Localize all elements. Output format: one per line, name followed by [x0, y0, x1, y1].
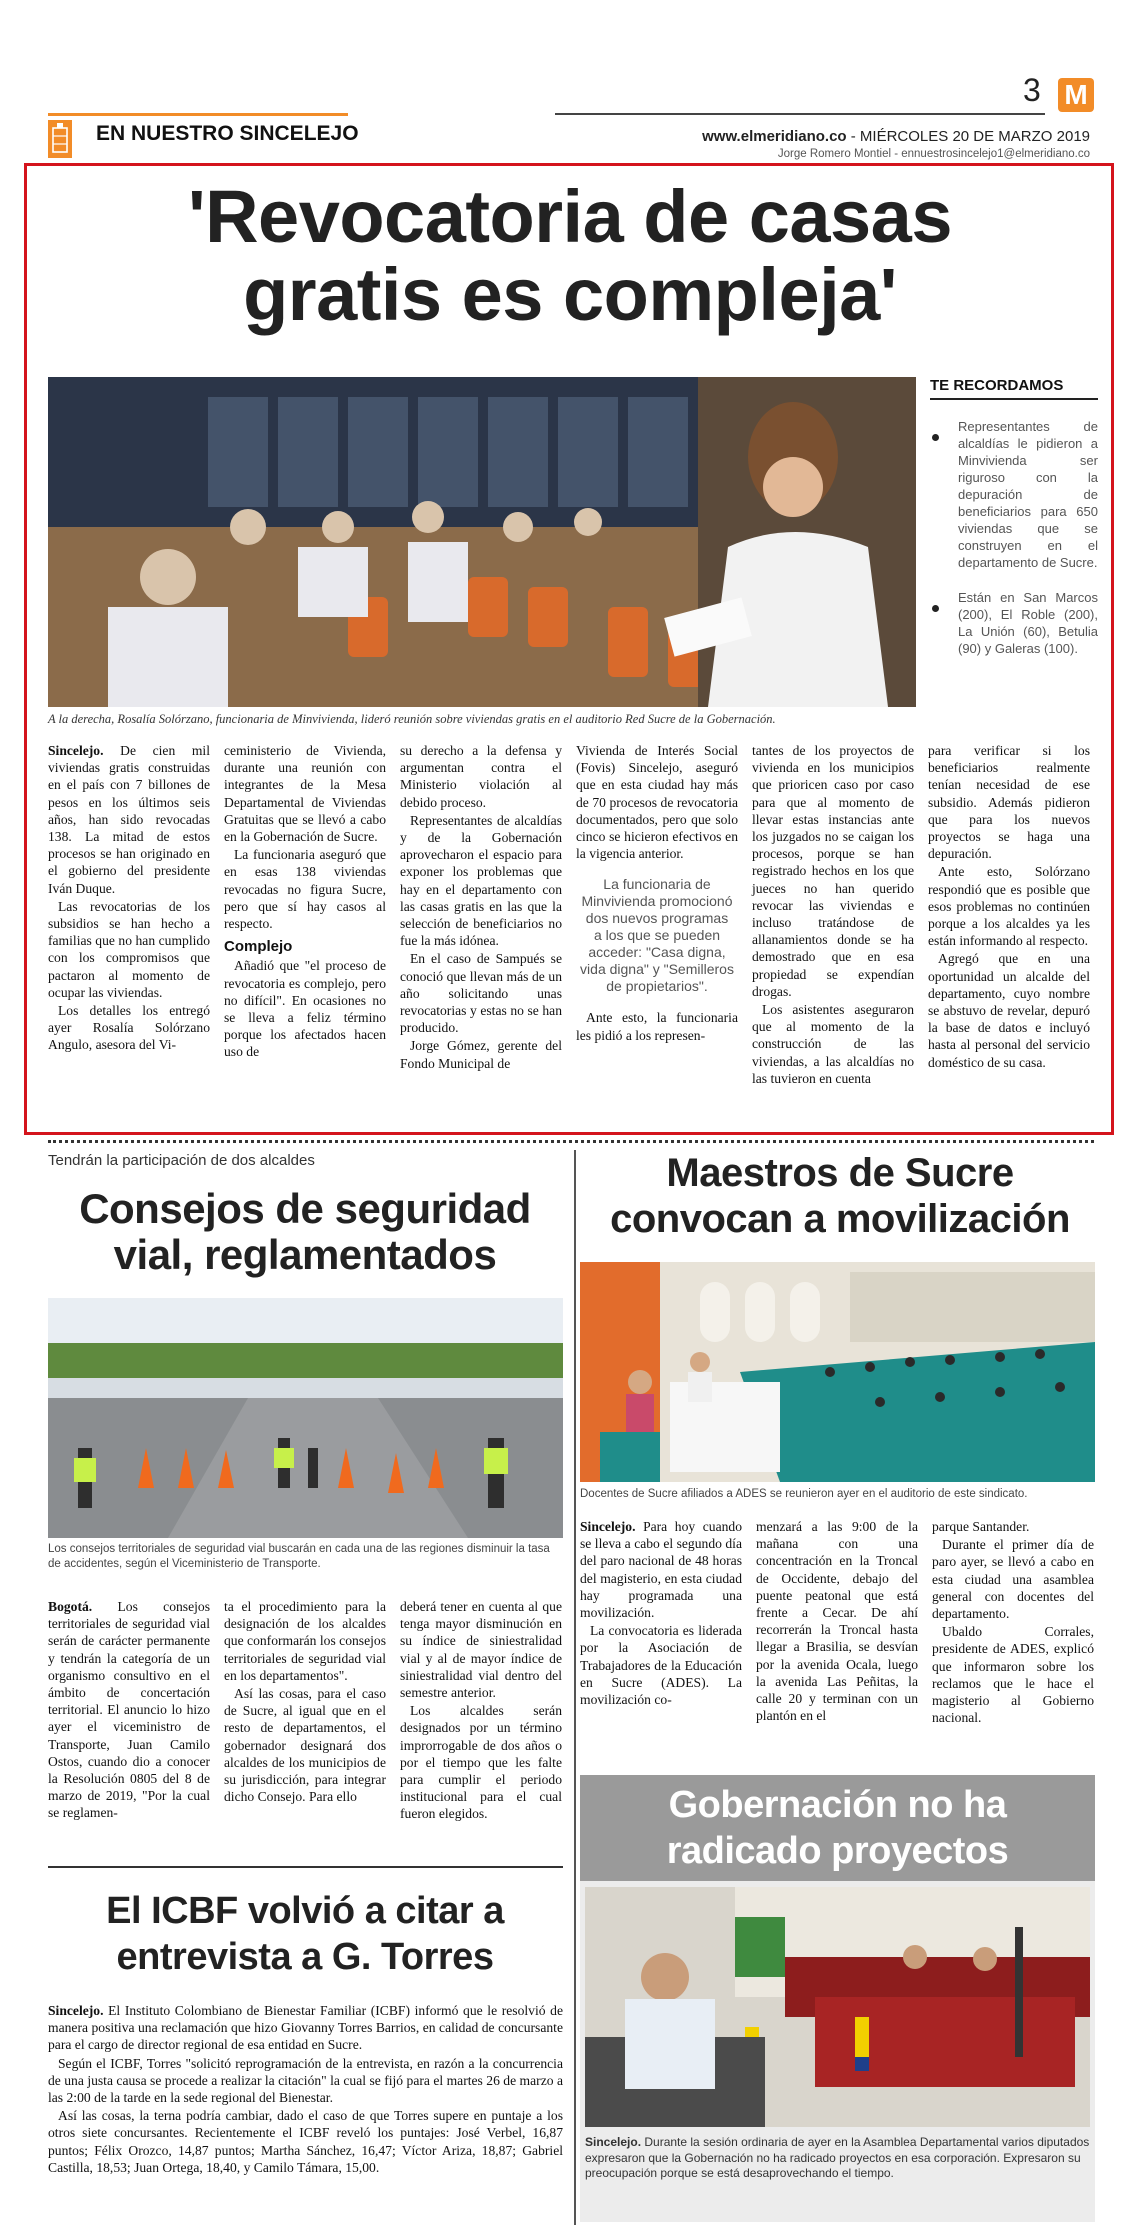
gob-headline: Gobernación no ha radicado proyectos	[580, 1775, 1095, 1881]
pull-quote: La funcionaria de Minvivienda promocionó dos nuevos programas a los que se pueden acceder: "Casa digna, vida digna" y "Semilleros de propietarios".	[580, 876, 734, 995]
vial-col-1: Bogotá. Los consejos territoriales de seguridad vial serán de carácter permanente y tendrán la categoría de un organismo consultivo en el ámbito de concertación territorial. El anuncio lo hizo ayer el viceministro de Transporte, Juan Camilo Ostos, cuando dio a conocer la Resolución 0805 del 8 de marzo de 2019, "Por la cual se reglamen-	[48, 1599, 210, 1821]
site-url[interactable]: www.elmeridiano.co	[702, 128, 847, 145]
vial-photo	[48, 1298, 563, 1538]
masthead-rule-right	[555, 113, 1045, 115]
column-divider	[574, 1150, 576, 2225]
gob-caption: Sincelejo. Durante la sesión ordinaria de ayer en la Asamblea Departamental varios diputados expresaron que la Gobernación no ha radicado proyectos en esa corporación. Expresaron su preocupación porque se está desaprovechando el tiempo.	[585, 2135, 1090, 2180]
bullet-icon	[932, 605, 939, 612]
dateline	[702, 128, 1090, 145]
vial-col-2: ta el procedimiento para la designación de los alcaldes que conformarán los consejos territoriales de seguridad vial en los departamentos". Así las cosas, para el caso de Sucre, al igual que en el resto de departamentos, el gobernador designará dos alcaldes de los municipios de su jurisdicción, para integrar dicho Consejo. Para ello	[224, 1599, 386, 1805]
maestros-photo	[580, 1262, 1095, 1482]
brand-logo	[1058, 78, 1094, 112]
gob-photo	[585, 1887, 1090, 2127]
icbf-headline: El ICBF volvió a citar a entrevista a G. Torres	[106, 1890, 504, 1978]
main-col-3: su derecho a la defensa y argumentan contra el Ministerio violación al debido proceso. Representantes de alcaldías y de la Gobernación aprovecharon el espacio para exponer los problemas que hay en el departamento con las casas gratis en las que la selección de beneficiarios no fue la más idónea. En el caso de Sampués se conoció que llevan más de un año solicitando unas revocatorias y estas no se han producido. Jorge Gómez, gerente del Fondo Municipal de	[400, 743, 562, 1071]
main-col-4: Vivienda de Interés Social (Fovis) Sincelejo, aseguró que en esta ciudad hay más de 70 procesos de revocatoria documentados, pero que solo cinco se hicieron efectivos en la vigencia anterior. La funcionaria de Minvivienda promocionó dos nuevos programas a los que se pueden acceder: "Casa digna, vida digna" y "Semilleros de propietarios". Ante esto, la funcionaria les pidió a los represen-	[576, 743, 738, 1043]
dateline-lead: Sincelejo.	[48, 743, 104, 758]
icbf-body: Sincelejo. El Instituto Colombiano de Bienestar Familiar (ICBF) informó que le resolvió de manera positiva una reclamación que hizo Giovanny Torres Barrios, en calidad de concursante para el cargo de director regional de esa entidad en Sucre. Según el ICBF, Torres "solicitó reprogramación de la entrevista, en razón a la concurrencia de una justa causa se procede a realizar la citación" la cual se fijó para el martes 26 de marzo a las 2:00 de la tarde en la sede regional del Bienestar. Así las cosas, la terna podría cambiar, dado el caso de que Torres supere en puntaje a los otros siete concursantes. Recientemente el ICBF reveló los puntajes: José Verbel, 16,87 puntos; Félix Orozco, 14,87 puntos; Martha Sánchez, 16,47; Víctor Ariza, 18,87; Gabriel Castilla, 18,53; Juan Ortega, 18,40, y Camilo Támara, 15,00.	[48, 2003, 563, 2175]
sidebar-box	[930, 377, 1098, 712]
maestros-col-1: Sincelejo. Para hoy cuando se lleva a cabo el segundo día del paro nacional de 48 horas del magisterio, en esta ciudad hay programada una movilización. La convocatoria es liderada por la Asociación de Trabajadores de la Educación en Sucre (ADES). La movilización co-	[580, 1519, 742, 1708]
sidebar-title: TE RECORDAMOS	[930, 377, 1098, 400]
main-col-2: ceministerio de Vivienda, durante una reunión con integrantes de la Mesa Departamental de Viviendas Gratuitas que se llevó a cabo en la Gobernación de Sucre. La funcionaria aseguró que en esas 138 viviendas revocadas no figura Sucre, pero que sí hay casos al respecto. Complejo Añadió que "el proceso de revocatoria es complejo, pero no difícil". En ocasiones no se lleva a feliz término porque los afectados hacen uso de	[224, 743, 386, 1060]
vial-bottom-rule	[48, 1866, 563, 1868]
byline: Jorge Romero Montiel - ennuestrosincelejo1@elmeridiano.co	[777, 148, 1090, 160]
vial-photo-caption: Los consejos territoriales de seguridad vial buscarán en cada una de las regiones disminuir la tasa de accidentes, según el Viceministerio de Transporte.	[48, 1543, 550, 1570]
maestros-headline: Maestros de Sucre convocan a movilización	[610, 1151, 1070, 1241]
bullet-icon	[932, 434, 939, 441]
maestros-col-3: parque Santander. Durante el primer día de paro ayer, se llevó a cabo en esta ciudad una asamblea general con docentes del departamento. Ubaldo Corrales, presidente de ADES, explicó que informaron sobre los reclamos que le hace el magisterio al Gobierno nacional.	[932, 1519, 1094, 1726]
subheading: Complejo	[224, 938, 293, 956]
main-col-1: Sincelejo. De cien mil viviendas gratis construidas en el país con 7 billones de pesos en los últimos seis años, han sido revocadas 138. La mitad de estos procesos se han originado en el gobierno del presidente Iván Duque. Las revocatorias de los subsidios se han hecho a familias que no han cumplido con los compromisos que pactaron al momento de ocupar las viviendas. Los detalles los entregó ayer Rosalía Solórzano Angulo, asesora del Vi-	[48, 743, 210, 1053]
main-photo-caption: A la derecha, Rosalía Solórzano, funcionaria de Minvivienda, lideró reunión sobre viviendas gratis en el auditorio Red Sucre de la Gobernación.	[48, 712, 776, 726]
main-headline-line1: 'Revocatoria de casas	[188, 175, 952, 258]
logo-letter: M	[1064, 79, 1088, 110]
page-number: 3	[1023, 72, 1041, 108]
building-icon	[48, 120, 72, 158]
masthead-rule-left	[48, 113, 348, 116]
section-title: EN NUESTRO SINCELEJO	[96, 122, 359, 145]
main-headline-line2: gratis es compleja'	[243, 253, 897, 336]
main-col-5: tantes de los proyectos de vivienda en los municipios que prioricen caso por caso para que al momento de llevar estas instancias ante los juzgados no se caigan los procesos, porque se han registrado hechos en los que jueces no han querido revocar las viviendas e incluso tratándose de allanamientos donde se ha demostrado que en esa propiedad se expendían drogas. Los asistentes aseguraron que al momento de la construcción de las viviendas, a las alcaldías no las tuvieron en cuenta	[752, 743, 914, 1086]
vial-headline: Consejos de seguridad vial, reglamentados	[79, 1185, 531, 1278]
sidebar-item: Representantes de alcaldías le pidieron a Minvivienda ser riguroso con la depuración de beneficiarios para 650 viviendas que se construyen en el departamento de Sucre.	[930, 418, 1098, 571]
section-divider	[48, 1140, 1094, 1143]
section-icon	[48, 120, 72, 158]
main-headline	[40, 175, 1100, 336]
sidebar-item: Están en San Marcos (200), El Roble (200), La Unión (60), Betulia (90) y Galeras (100).	[930, 589, 1098, 657]
main-photo	[48, 377, 916, 707]
maestros-col-2: menzará a las 9:00 de la mañana con una concentración en la Troncal de Occidente, debajo del puente peatonal que está frente a Cecar. De ahí recorrerán la Troncal hasta llegar a Brasilia, se desvían por la avenida Ocala, luego la avenida Las Peñitas, la calle 20 y terminan con un plantón en el	[756, 1519, 918, 1724]
main-col-6: para verificar si los beneficiarios realmente tenían necesidad de ese subsidio. Además pidieron que para los nuevos proyectos se haga una depuración. Ante esto, Solórzano respondió que es posible que esos problemas no continúen porque a los alcaldes ya les están informando al respecto. Agregó que en una oportunidad un alcalde del departamento, cuyo nombre se abstuvo de revelar, depuró la base de datos e incluyó hasta al personal del servicio doméstico de su casa.	[928, 743, 1090, 1070]
vial-col-3: deberá tener en cuenta al que tenga mayor disminución en su índice de siniestralidad vial y al de mayor índice de siniestralidad vial dentro del semestre anterior. Los alcaldes serán designados por un término improrrogable de dos años o por el tiempo que les falte para cumplir el periodo institucional para el cual fueron elegidos.	[400, 1599, 562, 1822]
masthead	[0, 0, 1140, 165]
vial-kicker: Tendrán la participación de dos alcaldes	[48, 1152, 315, 1169]
issue-date: - MIÉRCOLES 20 DE MARZO 2019	[846, 128, 1090, 145]
maestros-photo-caption: Docentes de Sucre afiliados a ADES se reunieron ayer en el auditorio de este sindicato.	[580, 1488, 1028, 1500]
